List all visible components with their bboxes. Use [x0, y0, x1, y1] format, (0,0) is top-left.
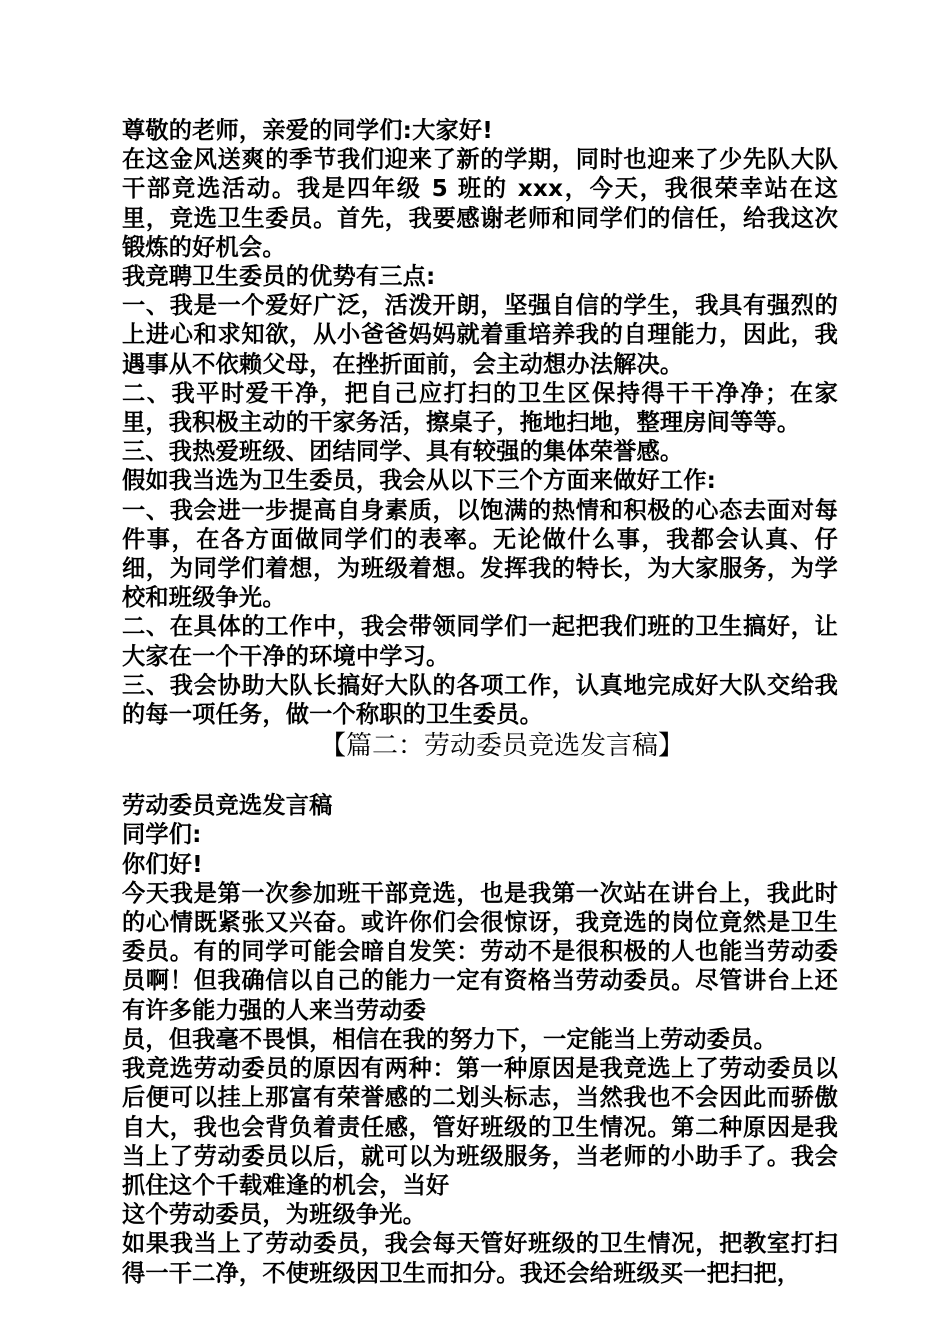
plan-2-paragraph: 二、在具体的工作中，我会带领同学们一起把我们班的卫生搞好，让大家在一个干净的环境中学习。 — [122, 613, 838, 670]
advantage-1-paragraph: 一、我是一个爱好广泛，活泼开朗，坚强自信的学生，我具有强烈的上进心和求知欲，从小爸爸妈妈就着重培养我的自理能力，因此，我遇事从不依赖父母，在挫折面前，会主动想办法解决。 — [122, 292, 838, 378]
document-page — [116, 116, 838, 1288]
speech-paragraph-1: 今天我是第一次参加班干部竞选，也是我第一次站在讲台上，我此时的心情既紧张又兴奋。或许你们会很惊讶，我竞选的岗位竟然是卫生委员。有的同学可能会暗自发笑：劳动不是很积极的人也能当劳动委员啊！但我确信以自己的能力一定有资格当劳动委员。尽管讲台上还有许多能力强的人来当劳动委 — [122, 879, 838, 1024]
plan-3-paragraph: 三、我会协助大队长搞好大队的各项工作，认真地完成好大队交给我的每一项任务，做一个称职的卫生委员。 — [122, 671, 838, 729]
plan-1-paragraph: 一、我会进一步提高自身素质，以饱满的热情和积极的心态去面对每件事，在各方面做同学们的表率。无论做什么事，我都会认真、仔细，为同学们着想，为班级着想。发挥我的特长，为大家服务，为学校和班级争光。 — [122, 496, 838, 612]
salutation: 同学们: — [122, 821, 202, 849]
hello-line: 你们好! — [122, 850, 203, 878]
advantage-3-paragraph: 三、我热爱班级、团结同学、具有较强的集体荣誉感。 — [122, 438, 684, 466]
section-title: 【篇二：劳动委员竞选发言稿】 — [319, 731, 684, 762]
advantages-heading: 我竞聘卫生委员的优势有三点: — [122, 263, 436, 291]
speech-paragraph-2: 员，但我毫不畏惧，相信在我的努力下，一定能当上劳动委员。 — [122, 1025, 777, 1053]
speech-title: 劳动委员竞选发言稿 — [122, 792, 333, 820]
intro-paragraph: 在这金风送爽的季节我们迎来了新的学期，同时也迎来了少先队大队干部竞选活动。我是四年级 5 班的 xxx，今天，我很荣幸站在这里，竞选卫生委员。首先，我要感谢老师和同学们的信任，给我这次锻炼的好机会。 — [122, 146, 838, 261]
plans-heading: 假如我当选为卫生委员，我会从以下三个方面来做好工作: — [122, 467, 717, 495]
advantage-2-paragraph: 二、我平时爱干净，把自己应打扫的卫生区保持得干干净净；在家里，我积极主动的干家务活，擦桌子，拖地扫地，整理房间等等。 — [122, 379, 838, 437]
reasons-paragraph: 我竞选劳动委员的原因有两种：第一种原因是我竞选上了劳动委员以后便可以挂上那富有荣誉感的二划头标志，当然我也不会因此而骄傲自大，我也会背负着责任感，管好班级的卫生情况。第二种原因是我当上了劳动委员以后，就可以为班级服务，当老师的小助手了。我会抓住这个千载难逢的机会，当好 — [122, 1055, 838, 1199]
speech-paragraph-3: 这个劳动委员，为班级争光。 — [122, 1201, 427, 1229]
speech-paragraph-4: 如果我当上了劳动委员，我会每天管好班级的卫生情况，把教室打扫得一干二净，不使班级因卫生而扣分。我还会给班级买一把扫把， — [122, 1230, 838, 1287]
greeting-paragraph: 尊敬的老师，亲爱的同学们:大家好! — [122, 117, 494, 144]
